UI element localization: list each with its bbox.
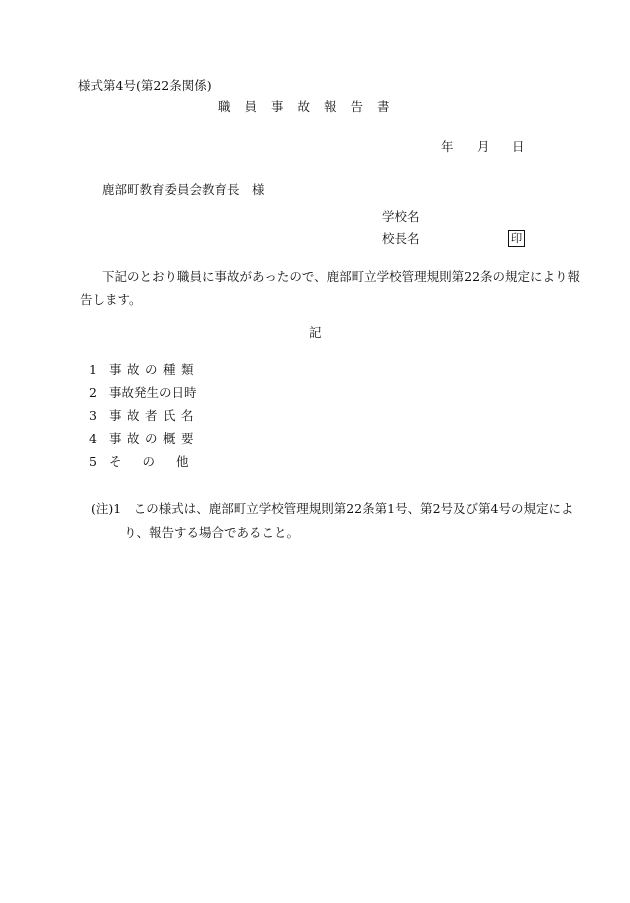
item-label: その他 — [109, 454, 210, 469]
form-number: 様式第4号(第22条関係) — [78, 78, 212, 93]
ki-heading: 記 — [309, 325, 322, 340]
item-number: 4 — [89, 431, 97, 446]
item-number: 5 — [89, 454, 97, 469]
addressee: 鹿部町教育委員会教育長 様 — [102, 182, 265, 197]
list-item — [89, 410, 199, 423]
item-number: 3 — [89, 408, 97, 423]
school-name-label: 学校名 — [382, 209, 420, 224]
item-label: 事故発生の日時 — [109, 385, 197, 400]
body-text-line-2: 告します。 — [80, 292, 142, 307]
item-label: 事故者氏名 — [109, 408, 200, 423]
list-item — [89, 364, 199, 377]
body-text-line-1: 下記のとおり職員に事故があったので、鹿部町立学校管理規則第22条の規定により報 — [102, 269, 581, 284]
list-item — [89, 433, 199, 446]
item-number: 2 — [89, 385, 97, 400]
item-number: 1 — [89, 362, 97, 377]
date-month-label: 月 — [477, 139, 490, 154]
seal-mark: 印 — [508, 230, 525, 247]
list-item — [89, 387, 197, 400]
document-title: 職員事故報告書 — [218, 99, 404, 114]
item-label: 事故の種類 — [109, 362, 200, 377]
list-item — [89, 456, 210, 469]
date-year-label: 年 — [441, 139, 454, 154]
date-day-label: 日 — [512, 139, 525, 154]
principal-name-label: 校長名 — [382, 231, 420, 246]
note-line-1: (注)1 この様式は、鹿部町立学校管理規則第22条第1号、第2号及び第4号の規定によ — [91, 501, 574, 516]
item-label: 事故の概要 — [109, 431, 200, 446]
note-line-2: り、報告する場合であること。 — [124, 525, 300, 540]
